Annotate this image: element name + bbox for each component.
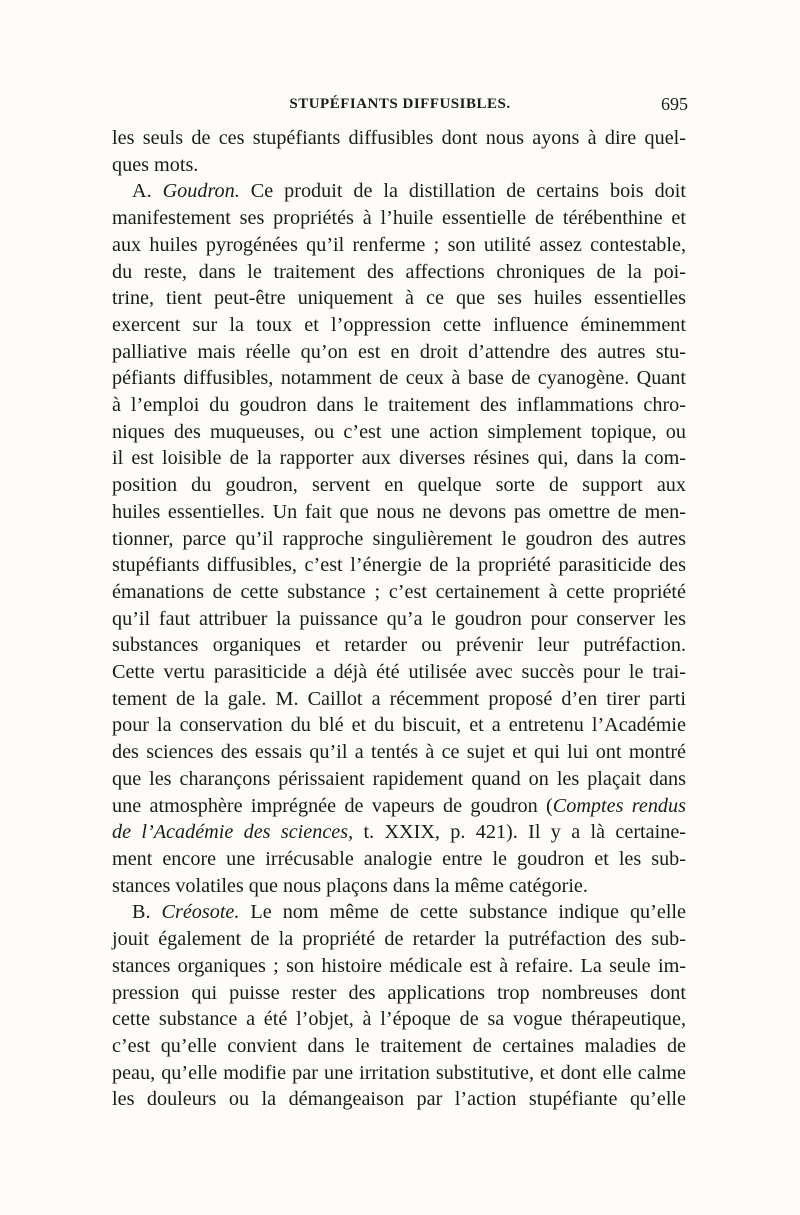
text-line: tionner, parce qu’il rapproche singulièrement le goudron des autres — [112, 527, 686, 550]
text-line: les douleurs ou la démangeaison par l’action stupéfiante qu’elle — [112, 1088, 686, 1111]
text-line: qu’il faut attribuer la puissance qu’a le goudron pour conserver les — [112, 607, 686, 630]
text-line: ment encore une irrécusable analogie entre le goudron et les sub- — [112, 847, 686, 870]
text-line: position du goudron, servent en quelque sorte de support aux — [112, 474, 686, 497]
text-span: Ce produit de la distillation de certains bois doit — [250, 180, 686, 203]
text-line: niques des muqueuses, ou c’est une action simplement topique, ou — [112, 420, 686, 443]
section-title: Créosote. — [161, 901, 251, 924]
text-line: jouit également de la propriété de retarder la putréfaction des sub- — [112, 928, 686, 951]
text-line: des sciences des essais qu’il a tentés à ce sujet et qui lui ont montré — [112, 741, 686, 764]
text-line: émanations de cette substance ; c’est certainement à cette propriété — [112, 580, 686, 603]
page-header — [112, 96, 688, 120]
text-line: trine, tient peut-être uniquement à ce que ses huiles essentielles — [112, 287, 686, 310]
paragraph-goudron — [112, 178, 686, 899]
text-line: manifestement ses propriétés à l’huile essentielle de térébenthine et — [112, 207, 686, 230]
text-line: palliative mais réelle qu’on est en droit d’attendre des autres stu- — [112, 340, 686, 363]
text-line: pour la conservation du blé et du biscuit, et a entretenu l’Académie — [112, 714, 686, 737]
text-span: t. XXIX, p. 421). Il y a là certaine- — [353, 821, 687, 844]
section-title: Goudron. — [162, 180, 251, 203]
citation-title: Comptes rendus — [552, 794, 686, 817]
text-line: Cette vertu parasiticide a déjà été utilisée avec succès pour le trai- — [112, 661, 686, 684]
text-line: cette substance a été l’objet, à l’époque de sa vogue thérapeutique, — [112, 1008, 686, 1031]
text-line: les seuls de ces stupéfiants diffusibles dont nous ayons à dire quel- — [112, 127, 686, 149]
text-line — [112, 899, 686, 926]
text-line: c’est qu’elle convient dans le traitement de certaines maladies de — [112, 1034, 686, 1057]
text-line: exercent sur la toux et l’oppression cette influence éminemment — [112, 313, 686, 336]
text-line: huiles essentielles. Un fait que nous ne devons pas omettre de men- — [112, 500, 686, 523]
text-line: peau, qu’elle modifie par une irritation substitutive, et dont elle calme — [112, 1061, 686, 1084]
text-line: du reste, dans le traitement des affections chroniques de la poi- — [112, 260, 686, 283]
section-label: B. — [132, 901, 162, 924]
text-span: une atmosphère imprégnée de vapeurs de goudron ( — [112, 794, 553, 817]
body-text — [112, 125, 686, 1113]
text-line: pression qui puisse rester des applications trop nombreuses dont — [112, 981, 686, 1004]
paragraph-creosote — [112, 899, 686, 1113]
text-line: à l’emploi du goudron dans le traitement des inflammations chro- — [112, 394, 686, 417]
citation-title: de l’Académie des sciences, — [112, 821, 354, 844]
text-line: aux huiles pyrogénées qu’il renferme ; son utilité assez contestable, — [112, 233, 686, 256]
text-line: stances organiques ; son histoire médicale est à refaire. La seule im- — [112, 954, 686, 977]
text-line: que les charançons périssaient rapidement quand on les plaçait dans — [112, 767, 686, 790]
text-line: stances volatiles que nous plaçons dans la même catégorie. — [112, 874, 588, 897]
section-label: A. — [132, 180, 163, 203]
text-line: stupéfiants diffusibles, c’est l’énergie de la propriété parasiticide des — [112, 554, 686, 577]
text-line: substances organiques et retarder ou prévenir leur putréfaction. — [112, 634, 686, 657]
paragraph-1 — [112, 125, 686, 178]
text-line — [112, 819, 686, 846]
text-line: ques mots. — [112, 153, 199, 176]
text-line: tement de la gale. M. Caillot a récemment proposé d’en tirer parti — [112, 687, 686, 710]
text-line: péfiants diffusibles, notamment de ceux à base de cyanogène. Quant — [112, 367, 686, 390]
text-line — [112, 178, 686, 205]
text-line: il est loisible de la rapporter aux diverses résines qui, dans la com- — [112, 447, 686, 470]
running-title: STUPÉFIANTS DIFFUSIBLES. — [289, 96, 511, 112]
text-span: Le nom même de cette substance indique qu’elle — [250, 901, 686, 924]
page-number: 695 — [661, 94, 688, 114]
text-line — [112, 793, 686, 820]
